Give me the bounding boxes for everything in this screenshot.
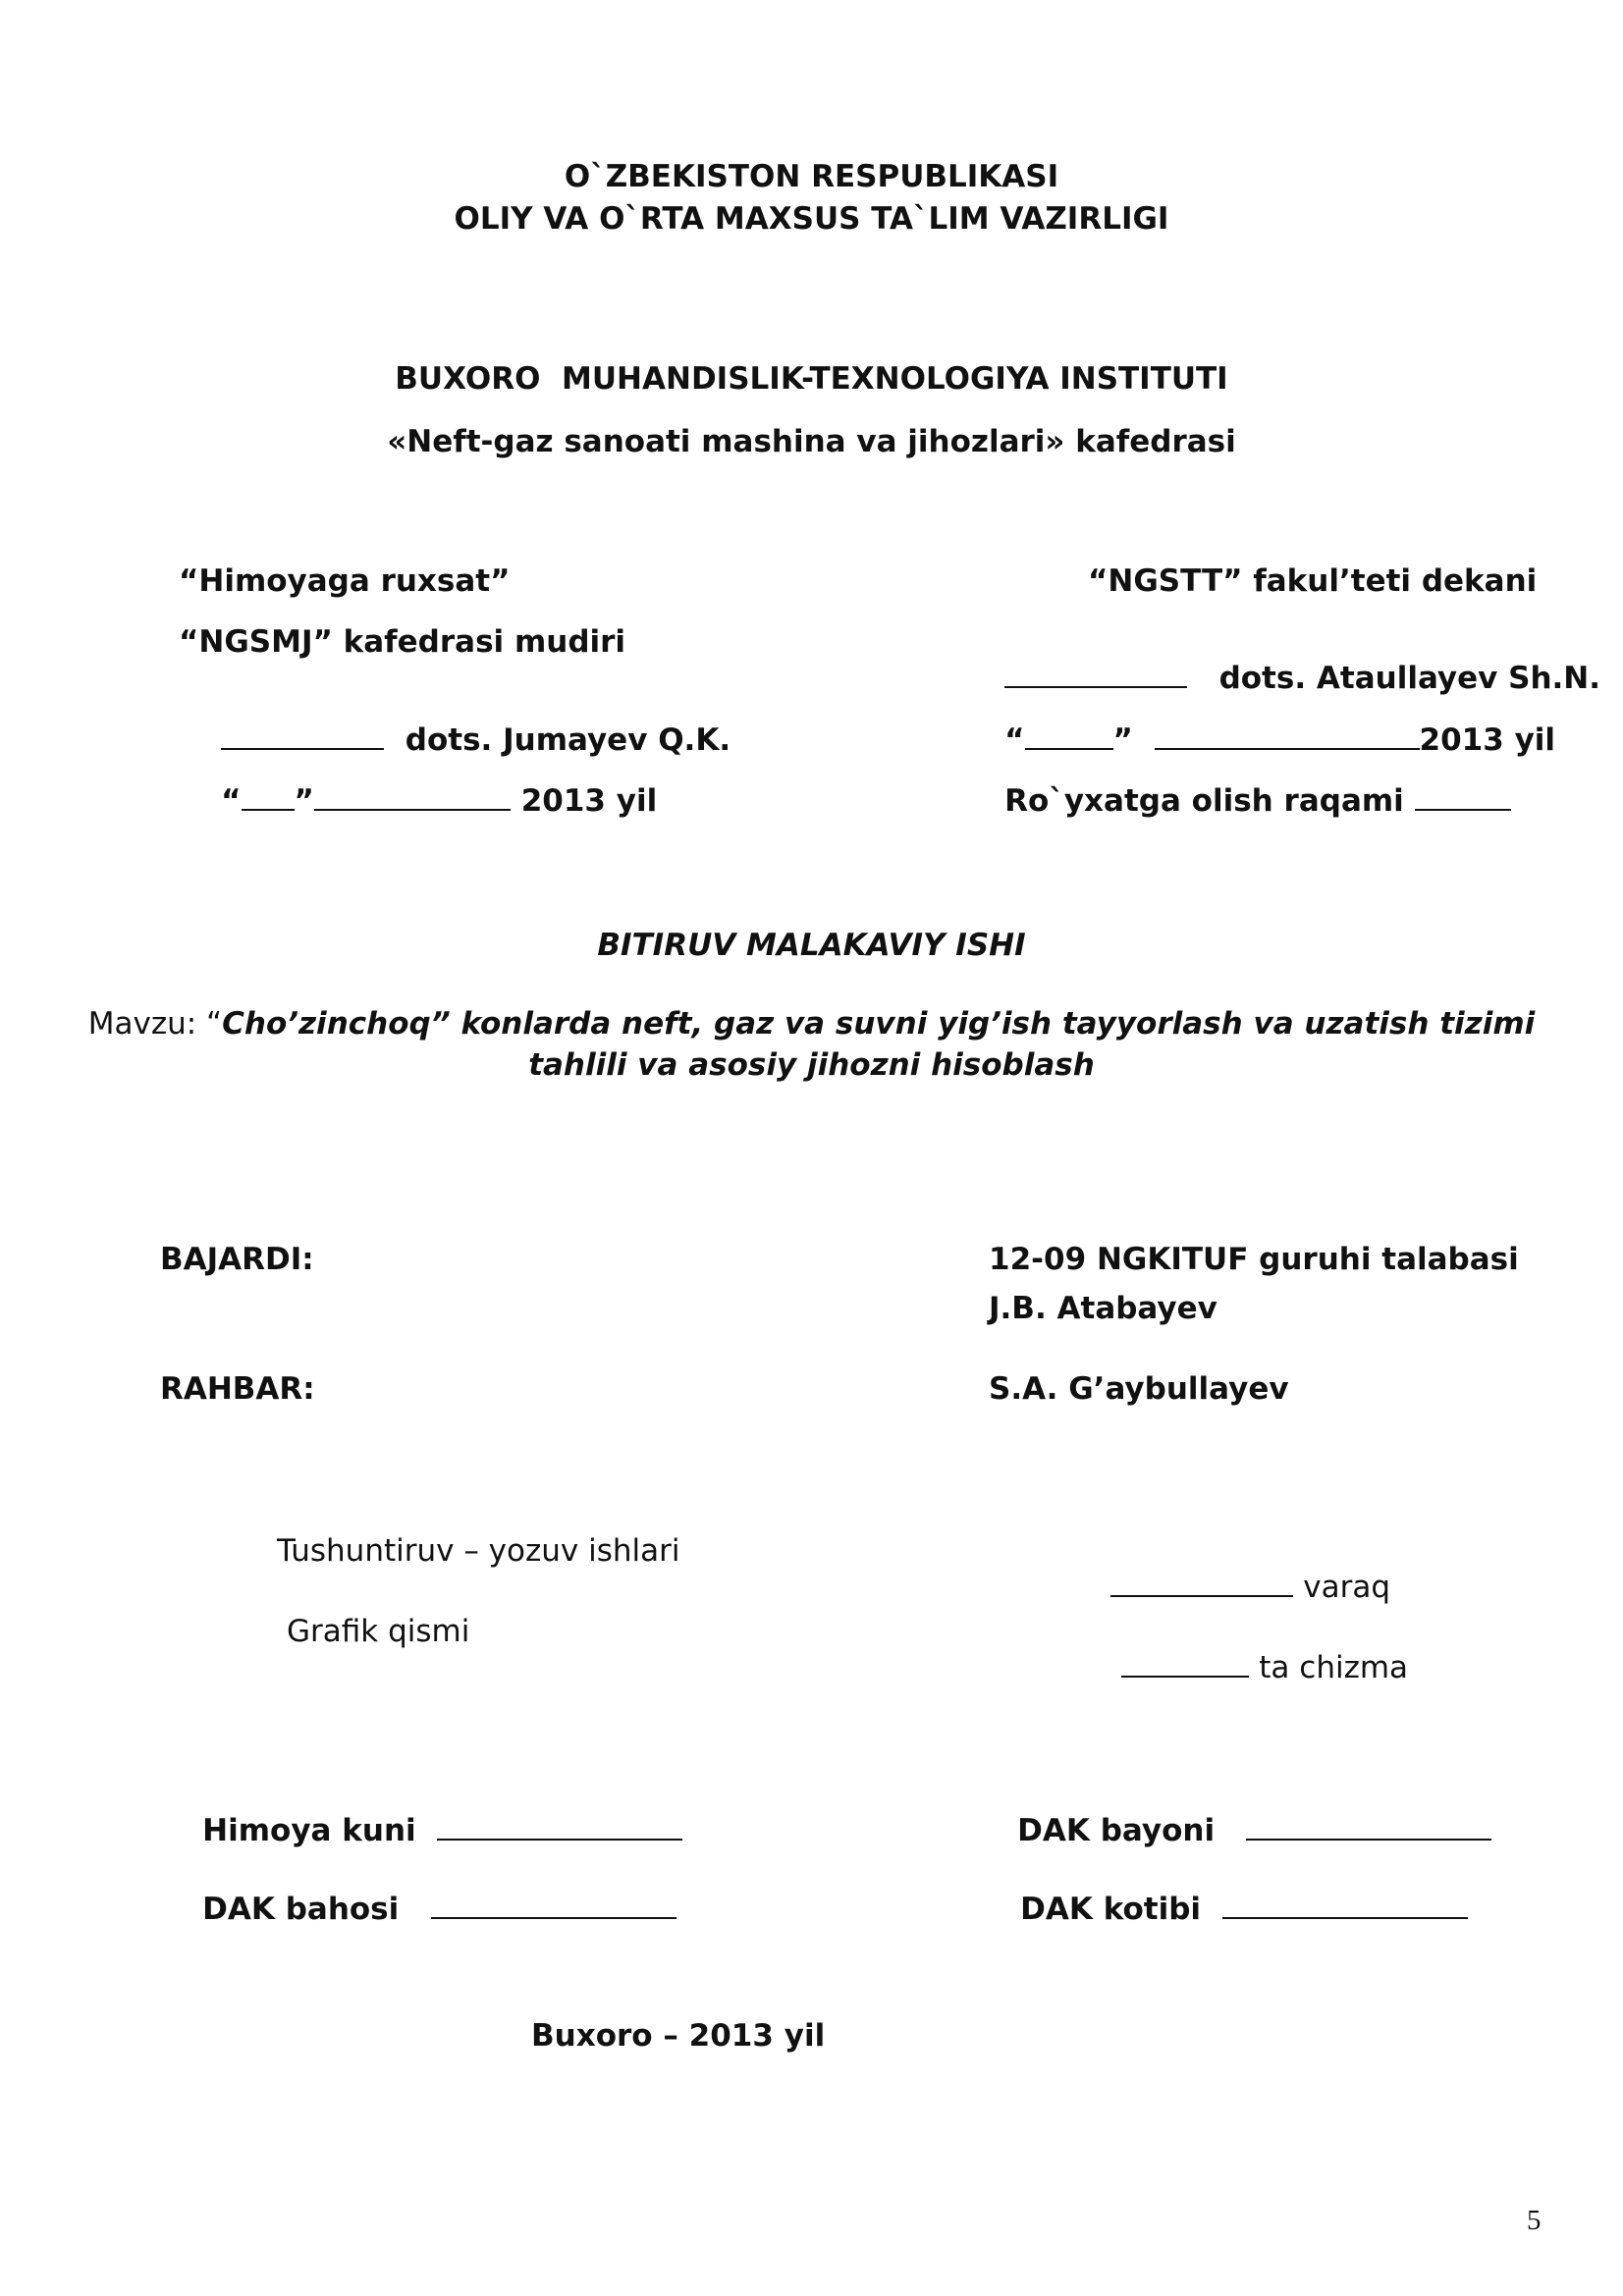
institute-title: BUXORO MUHANDISLIK-TEXNOLOGIYA INSTITUTI [395,361,1228,397]
approval-right-line1: “NGSTT” fakul’teti dekani [1088,563,1538,599]
month-blank [314,783,511,811]
country-title: O`ZBEKISTON RESPUBLIKASI [564,159,1059,194]
approval-right-year: 2013 yil [1419,722,1556,759]
topic-text-line1: Cho’zinchoq” konlarda neft, gaz va suvni yig’ish tayyorlash va uzatish tizimi [222,1006,1536,1041]
signature-blank [221,722,384,750]
registration-blank [1415,783,1511,811]
approval-left-line1: “Himoyaga ruxsat” [179,563,511,599]
defense-day-line: Himoya kuni [160,1777,682,1887]
approval-left-signatory: dots. Jumayev Q.K. [405,722,731,759]
approval-left-year: 2013 yil [520,783,658,820]
dak-secretary-blank [1222,1892,1468,1919]
approval-right-signatory: dots. Ataullayev Sh.N. [1218,661,1601,697]
dak-secretary-line: DAK kotibi [978,1855,1468,1965]
defense-day-blank [437,1813,682,1841]
approval-left-line2: “NGSMJ” kafedrasi mudiri [179,624,626,660]
text-volume-unit: varaq [1303,1570,1391,1606]
supervisor-label: RAHBAR: [160,1371,315,1407]
performer-group: 12-09 NGKITUF guruhi talabasi [989,1242,1519,1277]
month-blank [1155,722,1420,750]
work-title: BITIRUV MALAKAVIY ISHI [597,928,1026,963]
drawings-blank [1121,1650,1249,1678]
graphic-volume-line [1083,1614,1408,1724]
supervisor-name: S.A. G’aybullayev [989,1371,1289,1407]
performer-label: BAJARDI: [160,1242,314,1277]
page-number: 5 [1527,2205,1542,2236]
topic-label: Mavzu: “ [87,1006,223,1041]
performer-name: J.B. Atabayev [989,1291,1217,1326]
day-blank [1025,722,1113,750]
dak-grade-line: DAK bahosi [160,1855,676,1965]
department-title: «Neft-gaz sanoati mashina va jihozlari» kafedrasi [387,424,1236,459]
registration-number-line: Ro`yxatga olish raqami [962,747,1511,857]
dak-statement-line: DAK bayoni [975,1777,1491,1887]
ministry-title: OLIY VA O`RTA MAXSUS TA`LIM VAZIRLIGI [454,201,1169,237]
sheets-blank [1110,1570,1293,1597]
place-year: Buxoro – 2013 yil [531,2018,826,2054]
approval-left-date-line: “ ” 2013 yil [221,783,658,820]
text-volume-label: Tushuntiruv – yozuv ishlari [277,1533,680,1569]
dak-statement-blank [1246,1813,1491,1841]
graphic-volume-label: Grafik qismi [287,1614,470,1649]
dak-grade-blank [431,1892,676,1919]
approval-right-date-line: “ ” 2013 yil [1004,722,1556,759]
day-blank [242,783,295,811]
topic-line2: tahlili va asosiy jihozni hisoblash [528,1047,1095,1083]
topic-line1 [0,1006,1623,1042]
signature-blank [1004,661,1187,688]
graphic-volume-unit: ta chizma [1259,1650,1409,1686]
